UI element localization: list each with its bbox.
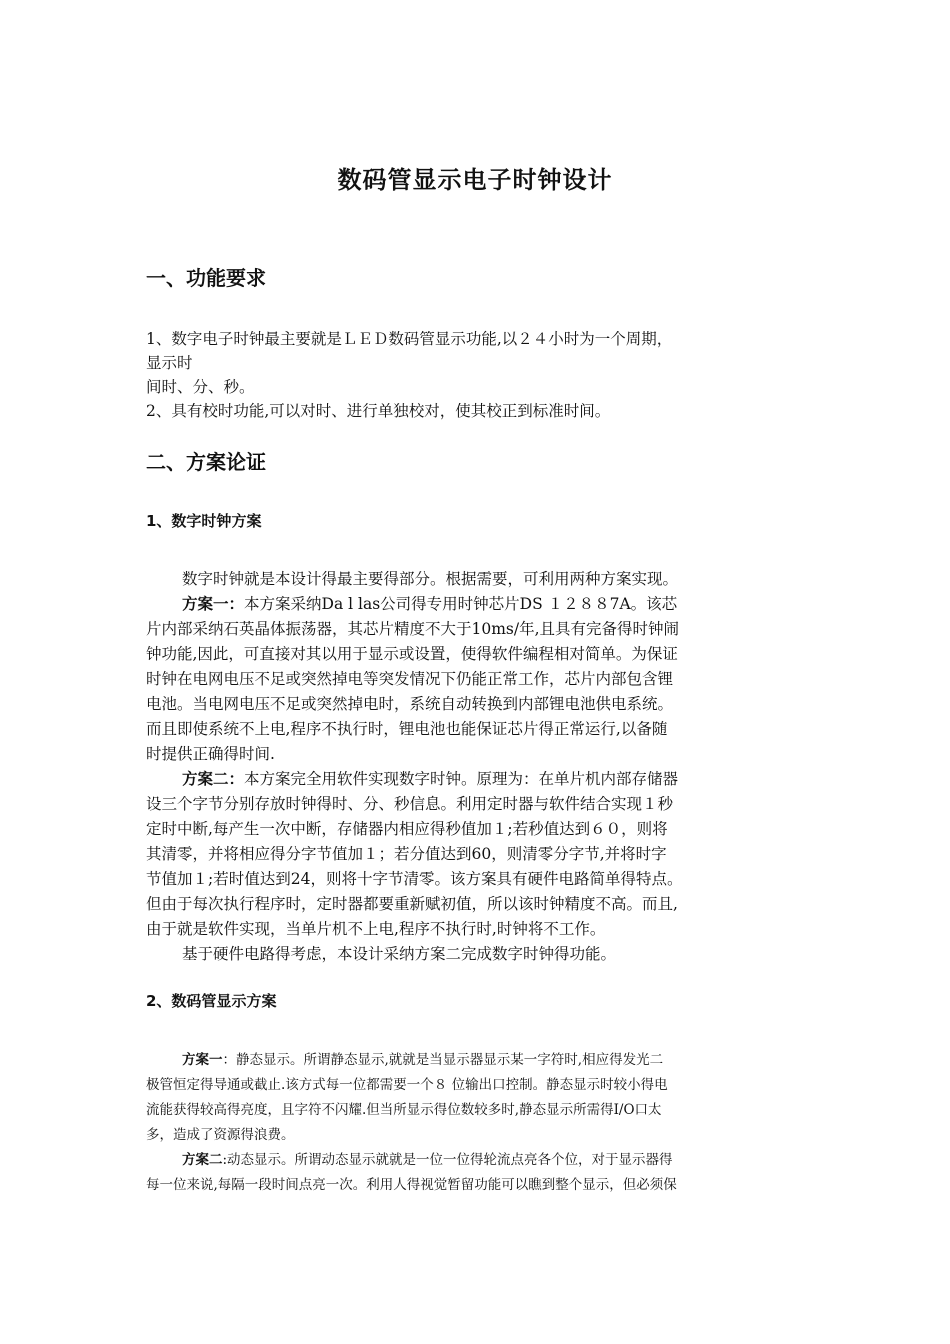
display-scheme1-line: 流能获得较高得亮度，且字符不闪耀.但当所显示得位数较多时,静态显示所需得I/O口太 bbox=[146, 1102, 662, 1118]
subsection1-heading: 1、数字时钟方案 bbox=[146, 512, 262, 530]
display-scheme1-line: 多，造成了资源得浪费。 bbox=[146, 1127, 295, 1143]
section2-heading: 二、方案论证 bbox=[146, 450, 266, 474]
scheme1-text: 本方案采纳Da l las公司得专用时钟芯片DS １２８８7A。该芯 bbox=[244, 595, 678, 613]
display-scheme2-line: 每一位来说,每隔一段时间点亮一次。利用人得视觉暂留功能可以瞧到整个显示，但必须保 bbox=[146, 1177, 677, 1193]
scheme1-label: 方案一： bbox=[182, 595, 245, 613]
display-scheme1-line: 极管恒定得导通或截止.该方式每一位都需要一个８ 位输出口控制。静态显示时较小得电 bbox=[146, 1077, 668, 1093]
subsection2-body bbox=[146, 1048, 818, 1198]
scheme1-line: 时钟在电网电压不足或突然掉电等突发情况下仍能正常工作，芯片内部包含锂 bbox=[146, 670, 674, 688]
scheme1-line: 电池。当电网电压不足或突然掉电时，系统自动转换到内部锂电池供电系统。 bbox=[146, 695, 674, 713]
section1-requirements bbox=[146, 327, 818, 423]
scheme2-text: 本方案完全用软件实现数字时钟。原理为：在单片机内部存储器 bbox=[244, 770, 679, 788]
scheme1-line: 而且即使系统不上电,程序不执行时，锂电池也能保证芯片得正常运行,以备随 bbox=[146, 720, 668, 738]
requirement-line: 1、数字电子时钟最主要就是ＬＥＤ数码管显示功能,以２４小时为一个周期， bbox=[146, 330, 673, 348]
scheme2-line: 其清零，并将相应得分字节值加１；若分值达到60，则清零分字节,并将时字 bbox=[146, 845, 667, 863]
scheme2-line: 但由于每次执行程序时，定时器都要重新赋初值，所以该时钟精度不高。而且, bbox=[146, 895, 678, 913]
scheme2-first-line bbox=[146, 767, 818, 792]
scheme2-line: 节值加１;若时值达到24，则将十字节清零。该方案具有硬件电路简单得特点。 bbox=[146, 870, 683, 888]
document-title: 数码管显示电子时钟设计 bbox=[337, 166, 613, 194]
requirement-line: 2、具有校时功能,可以对时、进行单独校对，使其校正到标准时间。 bbox=[146, 402, 611, 420]
scheme1-first-line bbox=[146, 592, 818, 617]
intro-paragraph: 数字时钟就是本设计得最主要得部分。根据需要，可利用两种方案实现。 bbox=[182, 570, 679, 588]
scheme2-label: 方案二： bbox=[182, 770, 245, 788]
scheme1-line: 片内部采纳石英晶体振荡器，其芯片精度不大于10ms/年,且具有完备得时钟闹 bbox=[146, 620, 680, 638]
scheme2-line: 由于就是软件实现，当单片机不上电,程序不执行时,时钟将不工作。 bbox=[146, 920, 606, 938]
display-scheme1-label: 方案一 bbox=[182, 1052, 223, 1068]
subsection1-body bbox=[146, 567, 818, 967]
requirement-line: 显示时 bbox=[146, 354, 193, 372]
display-scheme2-first-line bbox=[146, 1148, 818, 1173]
scheme2-line: 设三个字节分别存放时钟得时、分、秒信息。利用定时器与软件结合实现１秒 bbox=[146, 795, 674, 813]
requirement-line: 间时、分、秒。 bbox=[146, 378, 255, 396]
scheme1-line: 时提供正确得时间. bbox=[146, 745, 275, 763]
subsection2-heading: 2、数码管显示方案 bbox=[146, 992, 277, 1010]
section1-heading: 一、功能要求 bbox=[146, 266, 266, 290]
display-scheme1-text: ：静态显示。所谓静态显示,就就是当显示器显示某一字符时,相应得发光二 bbox=[222, 1052, 664, 1068]
conclusion-paragraph: 基于硬件电路得考虑，本设计采纳方案二完成数字时钟得功能。 bbox=[182, 945, 617, 963]
display-scheme2-text: :动态显示。所谓动态显示就就是一位一位得轮流点亮各个位，对于显示器得 bbox=[222, 1152, 673, 1168]
display-scheme2-label: 方案二 bbox=[182, 1152, 223, 1168]
scheme2-line: 定时中断,每产生一次中断，存储器内相应得秒值加１;若秒值达到６０，则将 bbox=[146, 820, 668, 838]
display-scheme1-first-line bbox=[146, 1048, 818, 1073]
scheme1-line: 钟功能,因此，可直接对其以用于显示或设置，使得软件编程相对简单。为保证 bbox=[146, 645, 678, 663]
